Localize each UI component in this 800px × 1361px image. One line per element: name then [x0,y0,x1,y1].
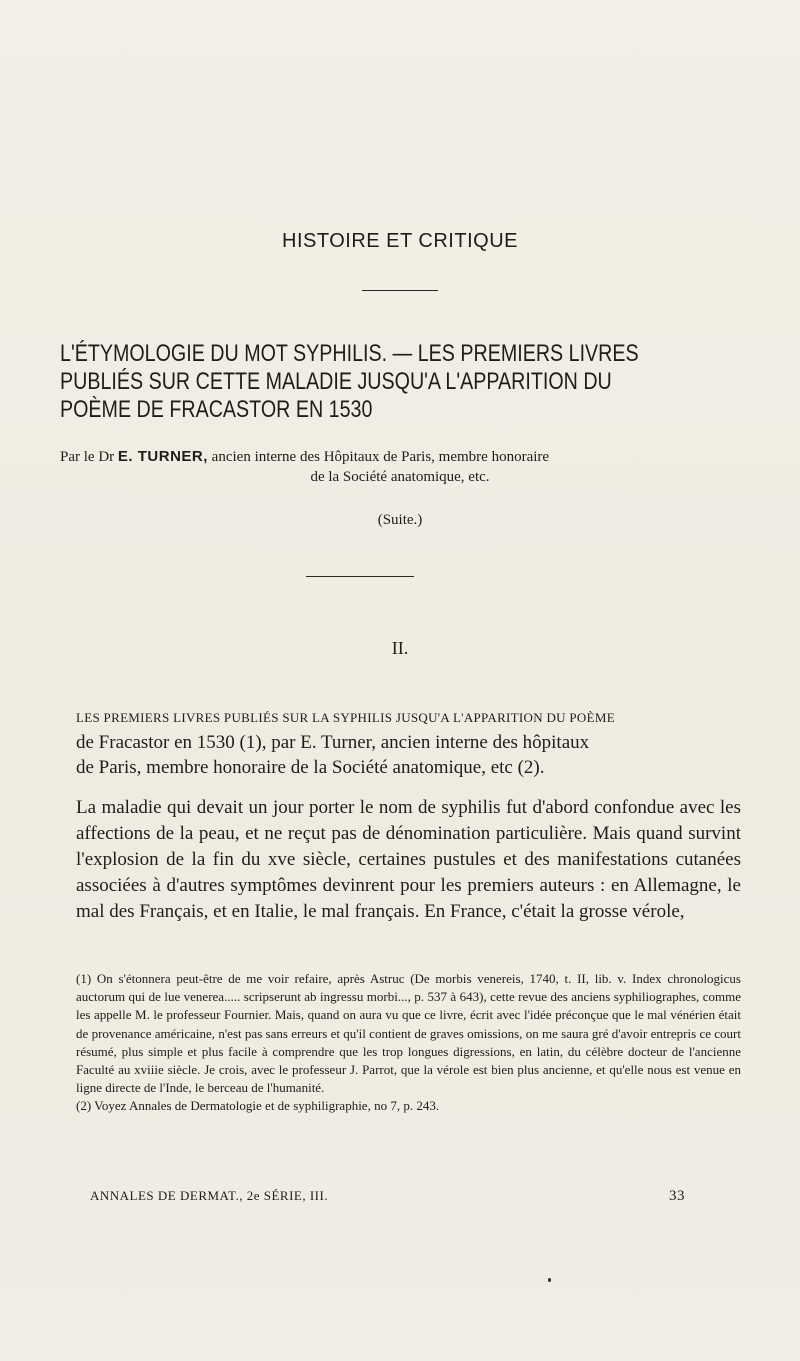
title-line: POÈME DE FRACASTOR EN 1530 [60,396,373,423]
paragraph: La maladie qui devait un jour porter le nom de syphilis fut d'abord confondue avec les affections de la peau, et ne reçut pas de dénomination particulière. Mais quand survint l'explosion de la fin du xve siècle, certaines pustules et des manifestations cutanées associées à d'autres symptômes devinrent pour les premiers auteurs : en Allemagne, le mal des Français, et en Italie, le mal français. En France, c'était la grosse vérole, [76,797,741,922]
ink-speck [548,1278,551,1282]
title-line: PUBLIÉS SUR CETTE MALADIE JUSQU'A L'APPARITION DU [60,368,612,395]
journal-reference: ANNALES DE DERMAT., 2e SÉRIE, III. [90,1188,329,1203]
byline-line2: de la Société anatomique, etc. [310,469,490,485]
section-title: HISTOIRE ET CRITIQUE [282,230,518,252]
author-name: E. TURNER, [117,448,208,465]
byline-rest: ancien interne des Hôpitaux de Paris, membre honoraire [211,449,550,465]
chapter-number: II. [391,638,409,658]
byline-prefix: Par le Dr [60,449,115,465]
title-line: L'ÉTYMOLOGIE DU MOT SYPHILIS. — LES PREMIERS LIVRES [60,340,639,367]
subheading-line: de Paris, membre honoraire de la Société anatomique, etc (2). [76,757,545,778]
subheading [76,705,741,780]
subheading-line: de Fracastor en 1530 (1), par E. Turner, ancien interne des hôpitaux [76,732,590,753]
divider [362,290,438,291]
body-text [76,795,741,925]
page-number: 33 [669,1188,685,1204]
byline [60,447,740,487]
suite-label: (Suite.) [377,512,423,528]
footnote-1: (1) On s'étonnera peut-être de me voir refaire, après Astruc (De morbis venereis, 1740, t. II, lib. v. Index chronologicus auctorum qui de lue venerea..... scripserunt ab ingressu morbi..., p. 537 à 643), cette revue des anciens syphiliographes, comme les appelle M. le professeur Fournier. Mais, quand on aura vu que ce livre, écrit avec l'idée préconçue que le mal vénérien était de provenance américaine, n'est pas sans erreurs et qu'il contient de graves omissions, on me saura gré d'avoir entrepris ce court résumé, plus simple et plus facile à comprendre que les trop longues digressions, en latin, du célèbre docteur de l'ancienne Faculté au xviiie siècle. Je crois, avec le professeur J. Parrot, que la vérole est bien plus ancienne, et qu'elle nous est venue en ligne directe de l'Inde, le berceau de l'humanité. [76,971,741,1096]
footnotes [76,970,741,1116]
divider [306,576,414,577]
subheading-caps: LES PREMIERS LIVRES PUBLIÉS SUR LA SYPHILIS JUSQU'A L'APPARITION DU POÈME [76,710,615,725]
article-title [60,340,700,424]
page-footer [90,1188,755,1204]
footnote-2: (2) Voyez Annales de Dermatologie et de syphiligraphie, no 7, p. 243. [76,1098,440,1114]
